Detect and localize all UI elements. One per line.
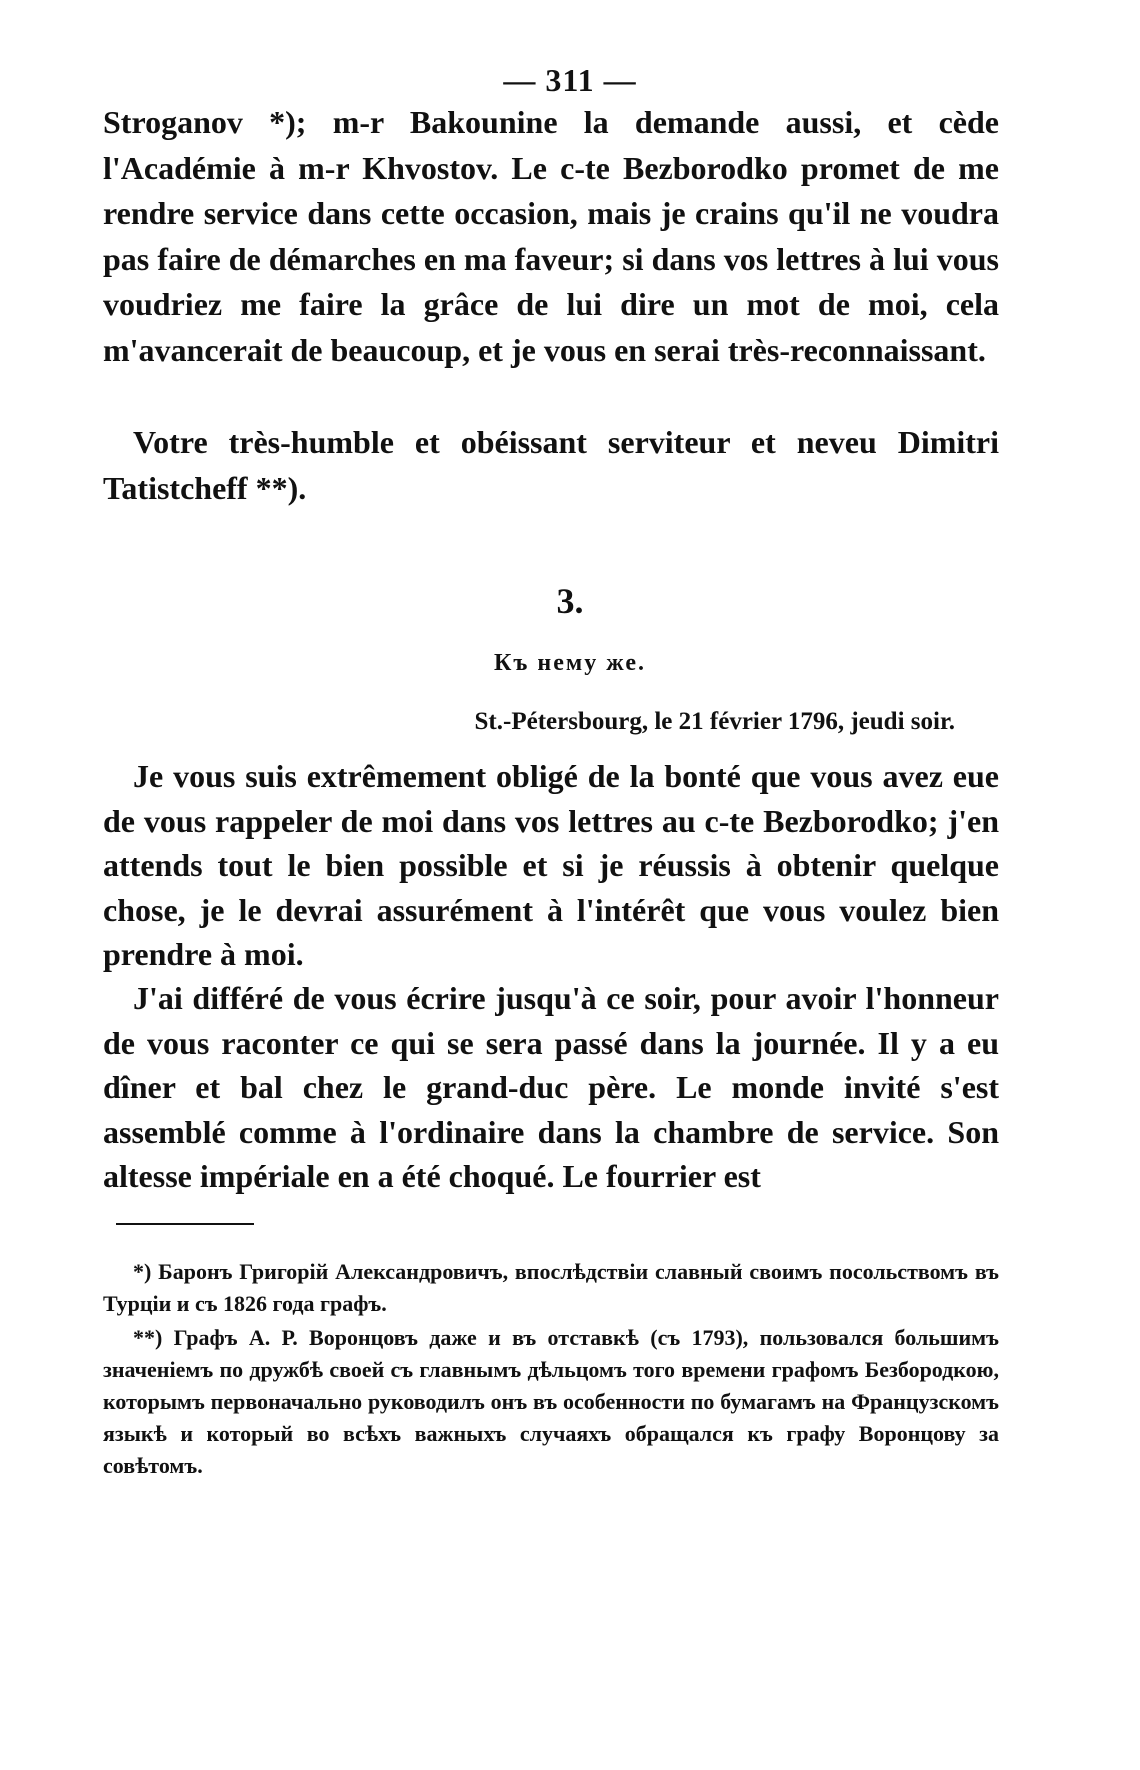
page-number: — 311 —	[503, 62, 637, 98]
letter-addressee: Къ нему же.	[494, 650, 646, 676]
letter-signature: Votre très-humble et obéissant serviteur et neveu Dimitri Tatistcheff **).	[103, 424, 999, 506]
letter-paragraph-2: J'ai différé de vous écrire jusqu'à ce soir, pour avoir l'honneur de vous raconter ce qui se sera passé dans la journée. Il y a eu dîner et bal chez le grand-duc père. Le monde invité s'est assemblé comme à l'ordinaire dans la chambre de service. Son altesse impériale en a été choqué. Le fourrier est	[103, 980, 999, 1194]
footnote-2: **) Графъ А. Р. Воронцовъ даже и въ отставкѣ (съ 1793), пользовался большимъ значеніемъ по дружбѣ своей съ главнымъ дѣльцомъ того времени графомъ Безбородкою, которымъ первоначально руководилъ онъ въ особенности по бумагамъ на Французскомъ языкѣ и который во всѣхъ важныхъ случаяхъ обращался къ графу Воронцову за совѣтомъ.	[103, 1325, 999, 1478]
letter-dateline: St.-Pétersbourg, le 21 février 1796, jeudi soir.	[474, 708, 955, 735]
letter-paragraph-1: Je vous suis extrêmement obligé de la bonté que vous avez eue de vous rappeler de moi dans vos lettres au c-te Bezborodko; j'en attends tout le bien possible et si je réussis à obtenir quelque chose, je le devrai assurément à l'intérêt que vous voulez bien prendre à moi.	[103, 758, 999, 972]
footnote-divider	[116, 1223, 254, 1225]
footnote-1: *) Баронъ Григорій Александровичъ, впослѣдствіи славный своимъ посольствомъ въ Турціи и съ 1826 года графъ.	[103, 1259, 999, 1316]
letter-continuation-paragraph: Stroganov *); m-r Bakounine la demande aussi, et cède l'Académie à m-r Khvostov. Le c-te Bezborodko promet de me rendre service dans cette occasion, mais je crains qu'il ne voudra pas faire de démarches en ma faveur; si dans vos lettres à lui vous voudriez me faire la grâce de lui dire un mot de moi, cela m'avancerait de beaucoup, et je vous en serai très-reconnaissant.	[103, 104, 999, 368]
letter-number: 3.	[556, 581, 584, 621]
